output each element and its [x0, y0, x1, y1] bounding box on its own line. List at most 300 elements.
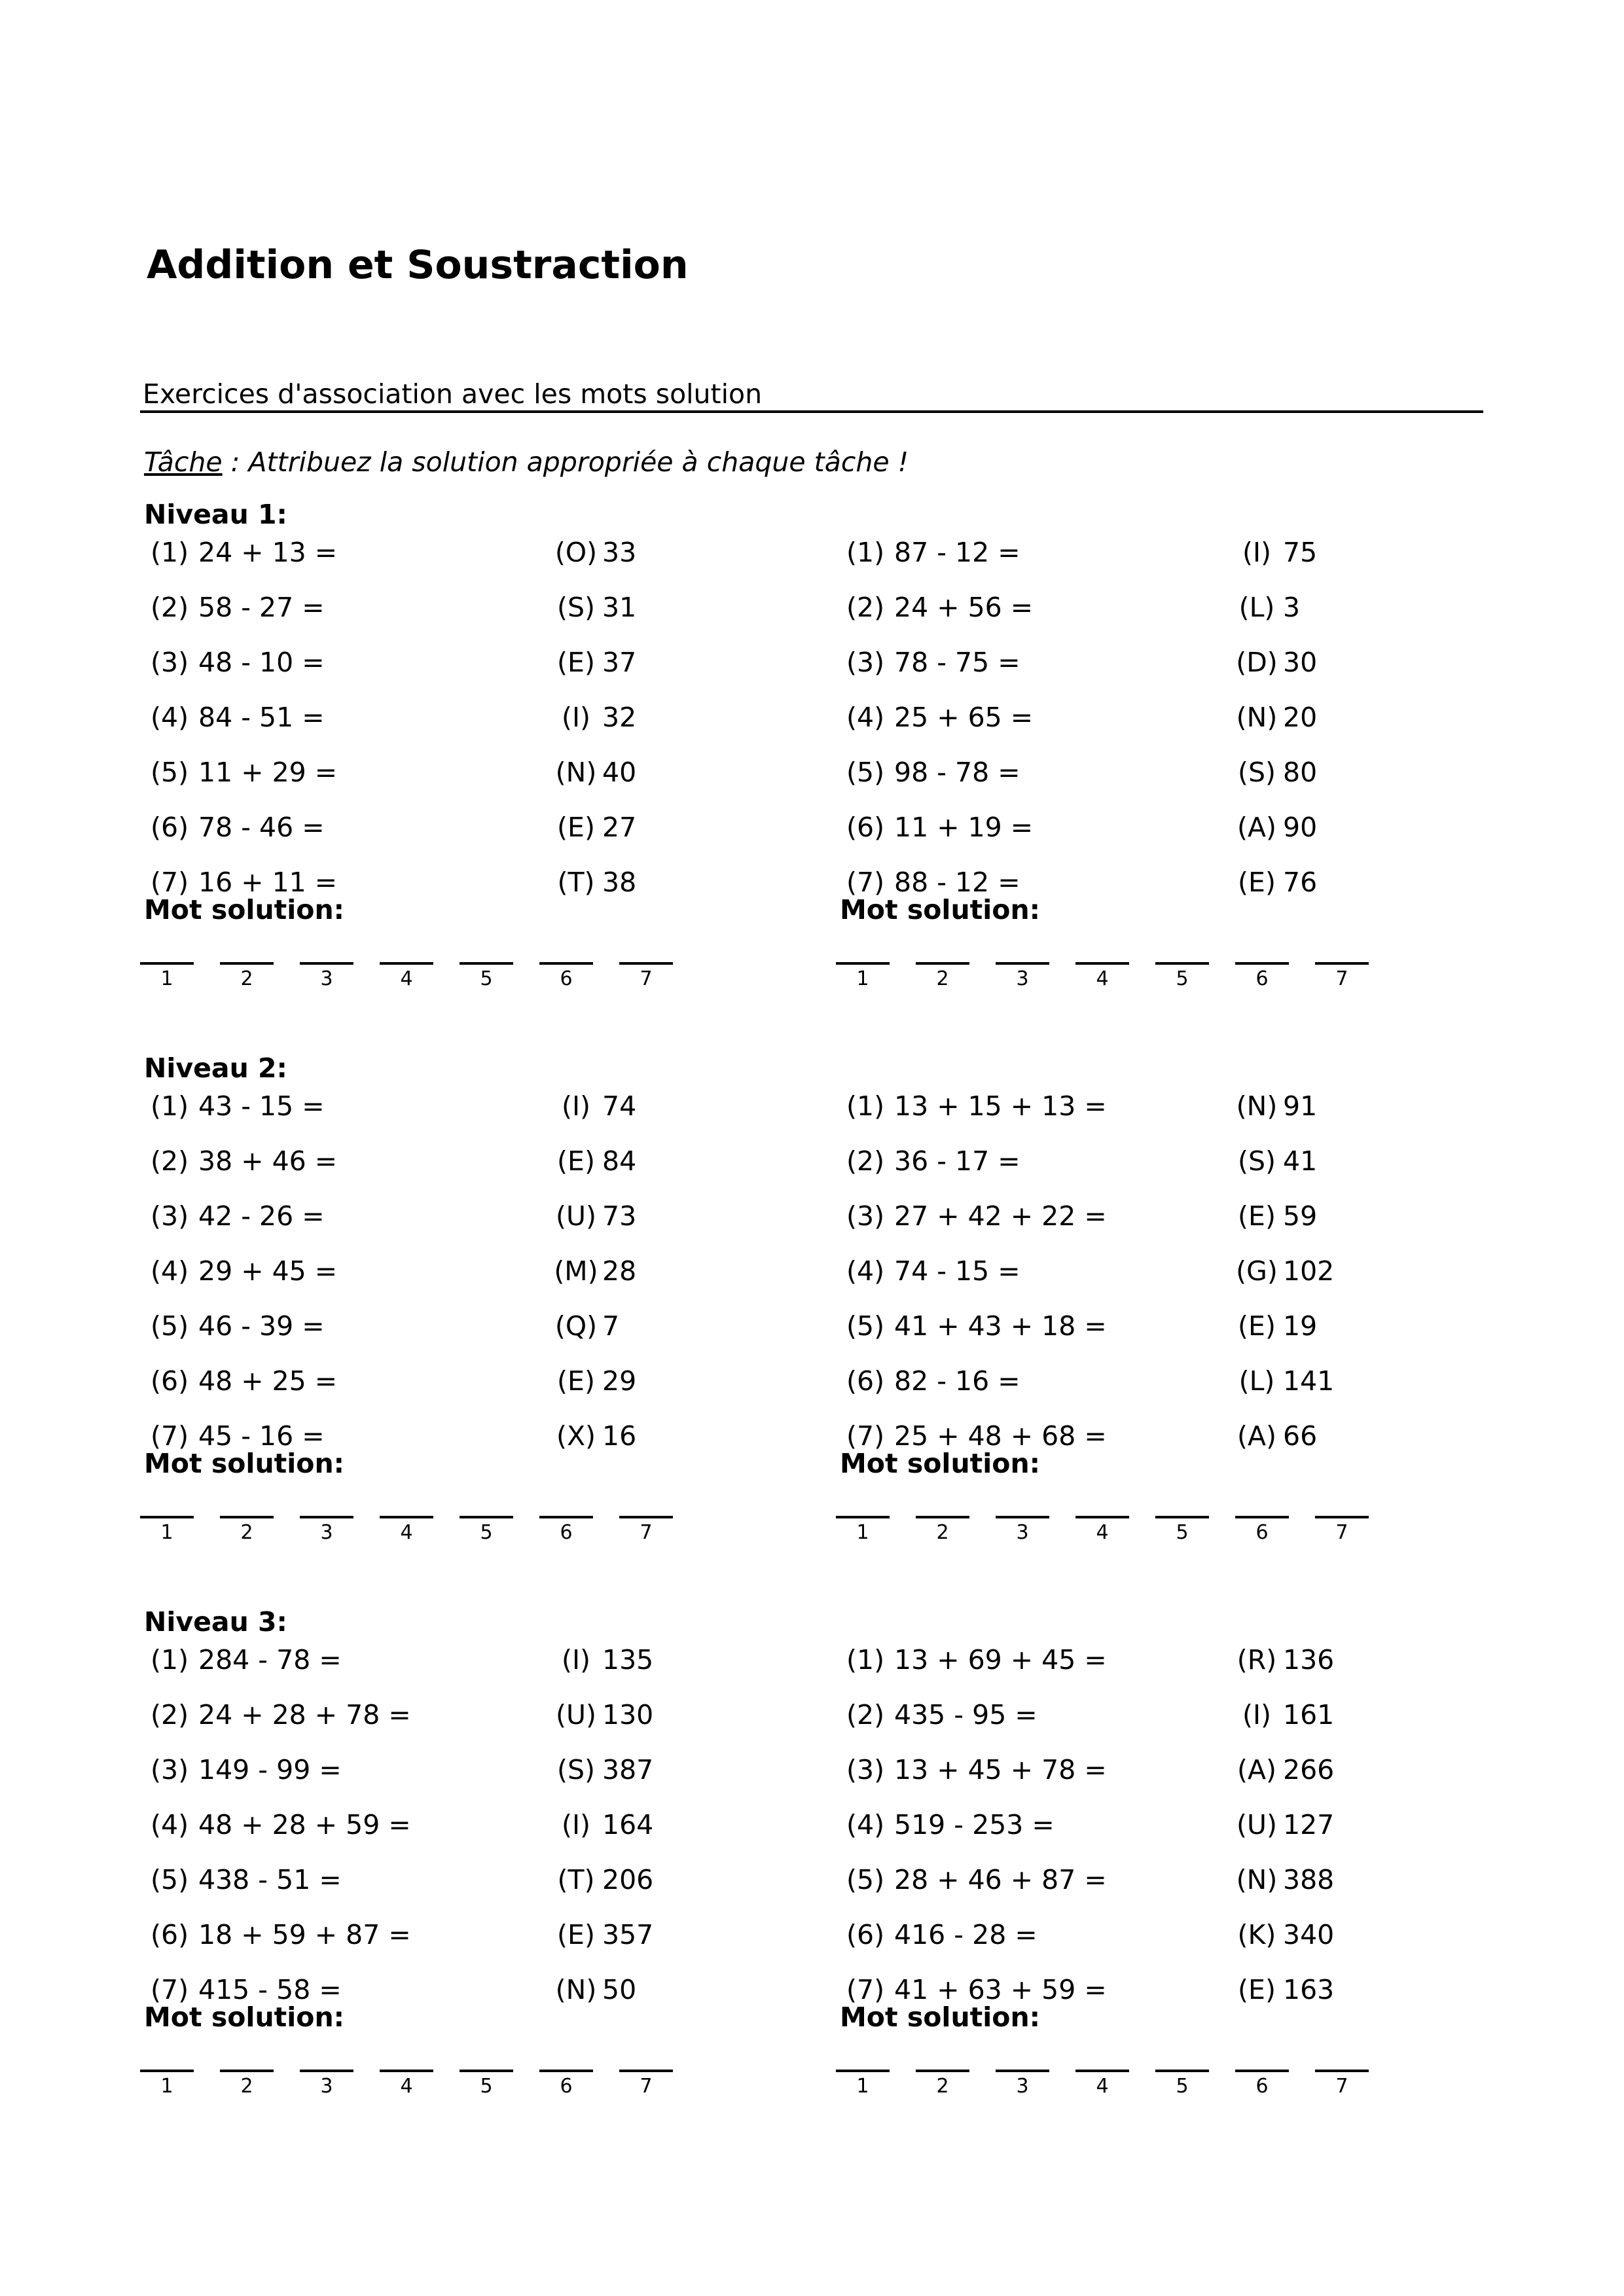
- exercise-row: [144, 812, 838, 851]
- blank-line: [300, 2070, 353, 2072]
- blank-number: 6: [1255, 967, 1269, 990]
- exercise-number: (5): [846, 1310, 885, 1342]
- answer-value: 91: [1283, 1090, 1318, 1122]
- blank-line: [996, 2070, 1049, 2072]
- answer-value: 76: [1283, 867, 1318, 898]
- blank-line: [1155, 1516, 1209, 1518]
- blank-number: 1: [856, 2075, 869, 2098]
- exercise-column-right: [840, 1058, 1534, 1614]
- answer-value: 74: [602, 1090, 637, 1122]
- exercise-row: [144, 1255, 838, 1295]
- answer-value: 7: [602, 1310, 620, 1342]
- answer-letter: (A): [1236, 812, 1277, 843]
- equation: 149 - 99 =: [198, 1754, 342, 1785]
- answer-letter: (N): [1236, 1864, 1278, 1895]
- blank-number: 3: [1016, 1521, 1029, 1544]
- blank-line: [539, 1516, 593, 1518]
- answer-letter: (N): [1236, 1090, 1278, 1122]
- exercise-row: [144, 1809, 838, 1848]
- blank-line: [1315, 962, 1369, 965]
- answer-value: 41: [1283, 1145, 1318, 1177]
- exercise-number: (2): [846, 592, 885, 623]
- blank-number: 1: [856, 1521, 869, 1544]
- blank-number: 2: [240, 1521, 253, 1544]
- exercise-number: (3): [151, 1754, 189, 1785]
- blank-line: [1235, 1516, 1289, 1518]
- blank-line: [996, 1516, 1049, 1518]
- equation: 43 - 15 =: [198, 1090, 325, 1122]
- exercise-row: [840, 592, 1534, 631]
- exercise-row: [840, 1090, 1534, 1130]
- exercise-number: (7): [151, 867, 189, 898]
- answer-value: 206: [602, 1864, 654, 1895]
- blank-line: [619, 962, 673, 965]
- equation: 25 + 65 =: [894, 702, 1034, 733]
- exercise-number: (7): [151, 1974, 189, 2005]
- equation: 11 + 29 =: [198, 757, 338, 788]
- exercise-number: (1): [846, 1644, 885, 1676]
- answer-value: 80: [1283, 757, 1318, 788]
- blank-number: 5: [1176, 1521, 1189, 1544]
- blank-line: [619, 1516, 673, 1518]
- answer-value: 163: [1283, 1974, 1335, 2005]
- answer-value: 387: [602, 1754, 654, 1785]
- answer-letter: (E): [557, 812, 595, 843]
- answer-letter: (A): [1236, 1420, 1277, 1452]
- equation: 36 - 17 =: [894, 1145, 1020, 1177]
- blank-number: 3: [320, 1521, 333, 1544]
- answer-value: 164: [602, 1809, 654, 1840]
- blank-number: 5: [1176, 967, 1189, 990]
- exercise-number: (3): [151, 1200, 189, 1232]
- exercise-column-left: [144, 504, 838, 1060]
- exercise-row: [840, 1864, 1534, 1903]
- equation: 24 + 56 =: [894, 592, 1034, 623]
- answer-value: 340: [1283, 1919, 1335, 1950]
- equation: 87 - 12 =: [894, 537, 1020, 568]
- exercise-number: (2): [151, 1145, 189, 1177]
- blank-number: 7: [1335, 1521, 1348, 1544]
- answer-letter: (I): [1242, 1699, 1272, 1731]
- blank-line: [140, 962, 194, 965]
- blank-number: 7: [640, 967, 653, 990]
- exercise-row: [144, 702, 838, 741]
- blank-line: [619, 2070, 673, 2072]
- answer-letter: (I): [1242, 537, 1272, 568]
- blank-line: [220, 2070, 274, 2072]
- answer-value: 388: [1283, 1864, 1335, 1895]
- answer-value: 27: [602, 812, 637, 843]
- blank-number: 6: [560, 1521, 573, 1544]
- equation: 27 + 42 + 22 =: [894, 1200, 1107, 1232]
- answer-value: 102: [1283, 1255, 1335, 1287]
- blank-number: 5: [480, 2075, 493, 2098]
- exercise-row: [840, 647, 1534, 686]
- equation: 519 - 253 =: [894, 1809, 1055, 1840]
- equation: 48 - 10 =: [198, 647, 325, 678]
- blank-line: [380, 1516, 433, 1518]
- blank-line: [380, 2070, 433, 2072]
- blank-number: 1: [160, 2075, 173, 2098]
- equation: 74 - 15 =: [894, 1255, 1020, 1287]
- exercise-row: [840, 1809, 1534, 1848]
- exercise-column-left: [144, 1611, 838, 2168]
- answer-value: 135: [602, 1644, 654, 1676]
- exercise-row: [840, 1919, 1534, 1958]
- exercise-row: [144, 1919, 838, 1958]
- solution-word-label: Mot solution:: [144, 894, 345, 925]
- exercise-row: [840, 757, 1534, 796]
- answer-letter: (S): [1237, 1145, 1276, 1177]
- exercise-row: [840, 1754, 1534, 1793]
- answer-value: 38: [602, 867, 637, 898]
- blank-line: [916, 2070, 969, 2072]
- exercise-row: [144, 537, 838, 576]
- blank-number: 3: [1016, 2075, 1029, 2098]
- equation: 16 + 11 =: [198, 867, 338, 898]
- exercise-number: (5): [151, 1864, 189, 1895]
- exercise-row: [144, 1090, 838, 1130]
- exercise-number: (7): [151, 1420, 189, 1452]
- blank-line: [1235, 2070, 1289, 2072]
- answer-value: 59: [1283, 1200, 1318, 1232]
- blank-number: 5: [480, 967, 493, 990]
- equation: 82 - 16 =: [894, 1365, 1020, 1397]
- equation: 48 + 25 =: [198, 1365, 338, 1397]
- blank-line: [300, 1516, 353, 1518]
- answer-letter: (U): [1236, 1809, 1277, 1840]
- exercise-row: [840, 812, 1534, 851]
- exercise-number: (6): [846, 1919, 885, 1950]
- answer-value: 16: [602, 1420, 637, 1452]
- answer-letter: (N): [555, 1974, 597, 2005]
- equation: 13 + 69 + 45 =: [894, 1644, 1107, 1676]
- exercise-number: (3): [846, 1754, 885, 1785]
- exercise-number: (3): [846, 1200, 885, 1232]
- blank-line: [1075, 2070, 1129, 2072]
- blank-number: 7: [640, 2075, 653, 2098]
- solution-word-label: Mot solution:: [840, 894, 1041, 925]
- blank-line: [1155, 2070, 1209, 2072]
- equation: 84 - 51 =: [198, 702, 325, 733]
- equation: 42 - 26 =: [198, 1200, 325, 1232]
- blank-line: [220, 962, 274, 965]
- answer-letter: (E): [1238, 1974, 1276, 2005]
- task-instruction: [144, 446, 909, 478]
- exercise-row: [144, 1644, 838, 1683]
- blank-number: 5: [480, 1521, 493, 1544]
- answer-value: 20: [1283, 702, 1318, 733]
- answer-value: 127: [1283, 1809, 1335, 1840]
- answer-letter: (Q): [554, 1310, 598, 1342]
- answer-letter: (O): [554, 537, 598, 568]
- exercise-number: (1): [151, 1644, 189, 1676]
- level-title: Niveau 3:: [144, 1606, 287, 1638]
- level-section-3: [0, 1606, 1624, 2168]
- equation: 45 - 16 =: [198, 1420, 325, 1452]
- exercise-number: (5): [846, 1864, 885, 1895]
- answer-value: 84: [602, 1145, 637, 1177]
- answer-value: 161: [1283, 1699, 1335, 1731]
- answer-letter: (E): [557, 1919, 595, 1950]
- equation: 25 + 48 + 68 =: [894, 1420, 1107, 1452]
- blank-number: 7: [1335, 967, 1348, 990]
- blank-line: [140, 2070, 194, 2072]
- equation: 38 + 46 =: [198, 1145, 338, 1177]
- answer-value: 37: [602, 647, 637, 678]
- blank-line: [539, 962, 593, 965]
- answer-letter: (T): [557, 1864, 595, 1895]
- blank-number: 3: [320, 2075, 333, 2098]
- blank-number: 2: [240, 2075, 253, 2098]
- equation: 78 - 46 =: [198, 812, 325, 843]
- answer-letter: (S): [556, 592, 596, 623]
- exercise-number: (5): [846, 757, 885, 788]
- blank-line: [916, 962, 969, 965]
- exercise-row: [840, 537, 1534, 576]
- exercise-row: [144, 757, 838, 796]
- exercise-column-right: [840, 1611, 1534, 2168]
- exercise-row: [840, 1310, 1534, 1350]
- exercise-number: (1): [151, 537, 189, 568]
- blank-number: 7: [640, 1521, 653, 1544]
- answer-letter: (S): [556, 1754, 596, 1785]
- answer-letter: (E): [1238, 1310, 1276, 1342]
- exercise-row: [840, 702, 1534, 741]
- answer-value: 266: [1283, 1754, 1335, 1785]
- page-title: Addition et Soustraction: [147, 242, 689, 288]
- exercise-number: (7): [846, 1420, 885, 1452]
- blank-line: [836, 1516, 890, 1518]
- blank-number: 4: [400, 2075, 413, 2098]
- answer-letter: (U): [555, 1699, 596, 1731]
- equation: 48 + 28 + 59 =: [198, 1809, 411, 1840]
- exercise-number: (1): [151, 1090, 189, 1122]
- exercise-row: [144, 592, 838, 631]
- answer-value: 28: [602, 1255, 637, 1287]
- exercise-row: [144, 1200, 838, 1240]
- answer-value: 66: [1283, 1420, 1318, 1452]
- answer-value: 90: [1283, 812, 1318, 843]
- exercise-number: (4): [151, 702, 189, 733]
- blank-number: 6: [560, 2075, 573, 2098]
- answer-letter: (T): [557, 867, 595, 898]
- answer-value: 136: [1283, 1644, 1335, 1676]
- exercise-number: (3): [846, 647, 885, 678]
- answer-letter: (U): [555, 1200, 596, 1232]
- exercise-number: (5): [151, 757, 189, 788]
- blank-number: 1: [160, 1521, 173, 1544]
- blank-number: 2: [936, 2075, 949, 2098]
- answer-value: 29: [602, 1365, 637, 1397]
- solution-word-label: Mot solution:: [144, 2001, 345, 2033]
- blank-line: [1315, 2070, 1369, 2072]
- exercise-number: (2): [151, 1699, 189, 1731]
- answer-letter: (X): [556, 1420, 596, 1452]
- blank-line: [1235, 962, 1289, 965]
- answer-letter: (N): [555, 757, 597, 788]
- exercise-number: (2): [151, 592, 189, 623]
- blank-line: [916, 1516, 969, 1518]
- blank-line: [140, 1516, 194, 1518]
- blank-line: [1315, 1516, 1369, 1518]
- equation: 98 - 78 =: [894, 757, 1020, 788]
- answer-letter: (G): [1236, 1255, 1278, 1287]
- blank-number: 3: [320, 967, 333, 990]
- answer-value: 130: [602, 1699, 654, 1731]
- answer-letter: (E): [557, 1365, 595, 1397]
- equation: 78 - 75 =: [894, 647, 1020, 678]
- answer-letter: (N): [1236, 702, 1278, 733]
- exercise-number: (6): [846, 812, 885, 843]
- exercise-row: [840, 1644, 1534, 1683]
- answer-letter: (L): [1238, 1365, 1275, 1397]
- exercise-number: (6): [151, 812, 189, 843]
- exercise-number: (6): [846, 1365, 885, 1397]
- blank-line: [836, 2070, 890, 2072]
- equation: 41 + 43 + 18 =: [894, 1310, 1107, 1342]
- blank-number: 2: [240, 967, 253, 990]
- exercise-number: (1): [846, 537, 885, 568]
- level-title: Niveau 1:: [144, 499, 287, 530]
- exercise-row: [840, 1699, 1534, 1738]
- exercise-number: (7): [846, 867, 885, 898]
- answer-letter: (E): [1238, 867, 1276, 898]
- blank-line: [220, 1516, 274, 1518]
- answer-value: 141: [1283, 1365, 1335, 1397]
- blank-line: [460, 1516, 513, 1518]
- answer-value: 32: [602, 702, 637, 733]
- blank-line: [1155, 962, 1209, 965]
- blank-number: 1: [856, 967, 869, 990]
- equation: 11 + 19 =: [894, 812, 1034, 843]
- exercise-number: (2): [846, 1699, 885, 1731]
- answer-value: 75: [1283, 537, 1318, 568]
- blank-line: [460, 2070, 513, 2072]
- answer-letter: (K): [1237, 1919, 1276, 1950]
- exercise-row: [144, 1754, 838, 1793]
- answer-letter: (I): [561, 1090, 591, 1122]
- exercise-number: (6): [151, 1919, 189, 1950]
- equation: 46 - 39 =: [198, 1310, 325, 1342]
- equation: 58 - 27 =: [198, 592, 325, 623]
- equation: 13 + 45 + 78 =: [894, 1754, 1107, 1785]
- solution-word-label: Mot solution:: [144, 1448, 345, 1479]
- answer-value: 19: [1283, 1310, 1318, 1342]
- exercise-row: [840, 1145, 1534, 1185]
- exercise-row: [144, 1864, 838, 1903]
- answer-value: 40: [602, 757, 637, 788]
- blank-number: 5: [1176, 2075, 1189, 2098]
- answer-letter: (A): [1236, 1754, 1277, 1785]
- equation: 18 + 59 + 87 =: [198, 1919, 411, 1950]
- answer-letter: (S): [1237, 757, 1276, 788]
- blank-line: [836, 962, 890, 965]
- level-section-2: [0, 1052, 1624, 1614]
- exercise-row: [144, 1365, 838, 1405]
- blank-line: [1075, 1516, 1129, 1518]
- answer-value: 357: [602, 1919, 654, 1950]
- blank-number: 4: [1096, 1521, 1109, 1544]
- exercise-number: (4): [846, 1255, 885, 1287]
- exercise-row: [144, 1310, 838, 1350]
- exercise-number: (6): [151, 1365, 189, 1397]
- subtitle: Exercices d'association avec les mots solution: [143, 378, 763, 410]
- level-section-1: [0, 499, 1624, 1060]
- equation: 29 + 45 =: [198, 1255, 338, 1287]
- answer-value: 3: [1283, 592, 1301, 623]
- blank-number: 3: [1016, 967, 1029, 990]
- answer-letter: (L): [1238, 592, 1275, 623]
- blank-line: [380, 962, 433, 965]
- exercise-number: (1): [846, 1090, 885, 1122]
- answer-value: 73: [602, 1200, 637, 1232]
- equation: 438 - 51 =: [198, 1864, 342, 1895]
- answer-letter: (I): [561, 1809, 591, 1840]
- exercise-number: (4): [151, 1809, 189, 1840]
- blank-number: 2: [936, 967, 949, 990]
- blank-line: [539, 2070, 593, 2072]
- task-text: : Attribuez la solution appropriée à chaque tâche !: [222, 446, 909, 478]
- blank-line: [300, 962, 353, 965]
- equation: 284 - 78 =: [198, 1644, 342, 1676]
- equation: 41 + 63 + 59 =: [894, 1974, 1107, 2005]
- blank-line: [996, 962, 1049, 965]
- equation: 416 - 28 =: [894, 1919, 1038, 1950]
- blank-line: [460, 962, 513, 965]
- exercise-row: [144, 1699, 838, 1738]
- solution-word-label: Mot solution:: [840, 2001, 1041, 2033]
- exercise-number: (4): [846, 1809, 885, 1840]
- exercise-number: (7): [846, 1974, 885, 2005]
- task-label: Tâche: [144, 446, 223, 478]
- exercise-column-left: [144, 1058, 838, 1614]
- answer-value: 30: [1283, 647, 1318, 678]
- equation: 415 - 58 =: [198, 1974, 342, 2005]
- answer-letter: (E): [1238, 1200, 1276, 1232]
- answer-letter: (R): [1236, 1644, 1277, 1676]
- answer-value: 31: [602, 592, 637, 623]
- blank-number: 2: [936, 1521, 949, 1544]
- blank-number: 1: [160, 967, 173, 990]
- subtitle-underline: [140, 410, 1483, 413]
- blank-number: 4: [400, 967, 413, 990]
- blank-number: 6: [1255, 2075, 1269, 2098]
- blank-number: 6: [560, 967, 573, 990]
- blank-number: 6: [1255, 1521, 1269, 1544]
- answer-letter: (E): [557, 647, 595, 678]
- equation: 28 + 46 + 87 =: [894, 1864, 1107, 1895]
- exercise-number: (3): [151, 647, 189, 678]
- exercise-row: [840, 1255, 1534, 1295]
- level-title: Niveau 2:: [144, 1052, 287, 1084]
- exercise-row: [144, 1145, 838, 1185]
- blank-number: 4: [1096, 2075, 1109, 2098]
- exercise-number: (2): [846, 1145, 885, 1177]
- exercise-number: (4): [846, 702, 885, 733]
- solution-word-label: Mot solution:: [840, 1448, 1041, 1479]
- equation: 13 + 15 + 13 =: [894, 1090, 1107, 1122]
- exercise-number: (4): [151, 1255, 189, 1287]
- answer-value: 33: [602, 537, 637, 568]
- answer-value: 50: [602, 1974, 637, 2005]
- answer-letter: (I): [561, 1644, 591, 1676]
- exercise-number: (5): [151, 1310, 189, 1342]
- blank-number: 4: [400, 1521, 413, 1544]
- exercise-row: [840, 1200, 1534, 1240]
- blank-line: [1075, 962, 1129, 965]
- exercise-column-right: [840, 504, 1534, 1060]
